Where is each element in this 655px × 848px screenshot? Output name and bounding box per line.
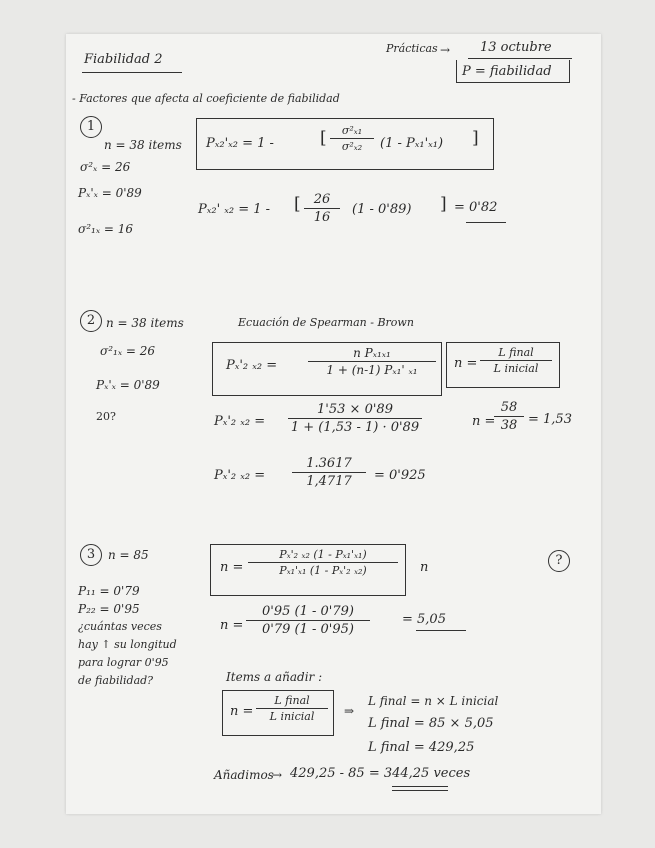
ex3-question-line: hay ↑ su longitud <box>78 638 177 651</box>
ex2-n-numerator: L final <box>480 346 552 361</box>
ex3-question-line: ¿cuántas veces <box>78 620 162 633</box>
ex3-calc-lhs: n = <box>220 618 244 633</box>
ex2-question: 20? <box>96 410 116 423</box>
ex1-variance-1x: σ²₁ₓ = 16 <box>78 222 134 236</box>
ex1-formula-numerator: σ²ₓ₁ <box>330 124 374 139</box>
ex1-result-underline <box>466 222 506 223</box>
ex1-variance-x: σ²ₓ = 26 <box>80 160 131 174</box>
ex3-line: L final = 429,25 <box>368 740 475 755</box>
ex3-p22: P₂₂ = 0'95 <box>78 602 140 616</box>
arrow-right-icon: → <box>440 43 451 57</box>
ex2-n-calc-fraction <box>494 400 524 433</box>
ex3-formula-numerator: Pₓ'₂ ₓ₂ (1 - Pₓ₁'ₓ₁) <box>248 548 398 563</box>
ex3-question-line: de fiabilidad? <box>78 674 154 687</box>
exercise-1-number: 1 <box>80 116 102 138</box>
date-text: 13 octubre <box>480 40 552 55</box>
ex2-calc1-lhs: Pₓ'₂ ₓ₂ = <box>214 414 266 429</box>
ex1-reliability: Pₓ'ₓ = 0'89 <box>78 186 142 200</box>
ex2-method-title: Ecuación de Spearman - Brown <box>238 316 414 329</box>
ex2-variance-x: σ²₁ₓ = 26 <box>100 344 156 358</box>
right-bracket: ] <box>440 194 447 214</box>
ex1-calc-fraction <box>304 192 340 225</box>
ex3-calc-numerator: 0'95 (1 - 0'79) <box>246 604 370 621</box>
arrow-right-icon: → <box>272 768 283 782</box>
ex2-formula-fraction <box>308 346 436 377</box>
ex1-formula-lhs: Pₓ₂'ₓ₂ = 1 - <box>206 136 274 151</box>
right-bracket: ] <box>472 128 479 148</box>
ex2-n-calc-lhs: n = <box>472 414 496 429</box>
ex3-question-mark: ? <box>548 550 570 572</box>
ex2-n-denominator: L inicial <box>493 362 539 375</box>
ex2-formula-denominator: 1 + (n-1) Pₓ₁' ₓ₁ <box>326 363 418 377</box>
left-bracket: [ <box>320 128 327 148</box>
title-underline <box>82 72 182 73</box>
ex3-formula-fraction <box>248 548 398 577</box>
ex3-final-calc: 429,25 - 85 = 344,25 veces <box>290 766 471 781</box>
ex2-calc1-fraction <box>288 402 422 435</box>
ex3-items-label: Items a añadir : <box>226 670 323 684</box>
ex2-calc2-lhs: Pₓ'₂ ₓ₂ = <box>214 468 266 483</box>
ex3-box-lhs: n = <box>230 704 254 719</box>
exercise-2-number: 2 <box>80 310 102 332</box>
ex1-calc-tail: (1 - 0'89) <box>352 202 412 217</box>
ex2-calc2-result: = 0'925 <box>374 468 426 483</box>
ex2-calc1-denominator: 1 + (1,53 - 1) · 0'89 <box>290 420 420 435</box>
ex2-calc1-numerator: 1'53 × 0'89 <box>288 402 422 419</box>
ex1-formula-fraction <box>330 124 374 153</box>
ex2-calc2-denominator: 1,4717 <box>306 474 352 489</box>
ex1-formula-tail: (1 - Pₓ₁'ₓ₁) <box>380 136 444 151</box>
ex3-box-fraction <box>256 694 328 723</box>
ex1-n-value: n = 38 items <box>104 138 182 152</box>
ex3-calc-fraction <box>246 604 370 637</box>
ex1-formula-denominator: σ²ₓ₂ <box>341 140 363 153</box>
ex1-calc-lhs: Pₓ₂' ₓ₂ = 1 - <box>198 202 271 217</box>
exercise-3-number: 3 <box>80 544 102 566</box>
ex3-box-numerator: L final <box>256 694 328 709</box>
topic-heading: - Factores que afecta al coeficiente de fiabilidad <box>72 92 340 105</box>
practicas-label: Prácticas <box>386 42 438 55</box>
ex2-calc2-fraction <box>292 456 366 489</box>
ex3-n-value: n = 85 <box>108 548 149 562</box>
ex3-final-label: Añadimos <box>214 768 274 782</box>
ex3-question-line: para lograr 0'95 <box>78 656 169 669</box>
ex3-line: L final = n × L inicial <box>368 694 499 708</box>
ex3-formula-denominator: Pₓ₁'ₓ₁ (1 - Pₓ'₂ ₓ₂) <box>279 564 367 577</box>
ex3-box-denominator: L inicial <box>269 710 315 723</box>
ex3-p11: P₁₁ = 0'79 <box>78 584 140 598</box>
ex2-formula-numerator: n Pₓ₁ₓ₁ <box>308 346 436 362</box>
ex2-calc2-numerator: 1.3617 <box>292 456 366 473</box>
ex3-final-underline <box>392 790 448 791</box>
ex3-calc-denominator: 0'79 (1 - 0'95) <box>262 622 354 637</box>
page-title: Fiabilidad 2 <box>84 52 163 67</box>
ex3-result-underline <box>416 630 466 631</box>
ex3-final-underline <box>392 786 448 787</box>
arrow-right-icon: ⇒ <box>344 704 355 718</box>
definition-text: P = fiabilidad <box>462 64 552 79</box>
ex1-calc-denominator: 16 <box>313 210 331 225</box>
ex2-n-calc-numerator: 58 <box>494 400 524 417</box>
ex3-line: L final = 85 × 5,05 <box>368 716 494 731</box>
ex1-calc-numerator: 26 <box>304 192 340 209</box>
ex1-result: = 0'82 <box>454 200 498 215</box>
ex2-n-calc-result: = 1,53 <box>528 412 572 427</box>
ex2-n-fraction <box>480 346 552 375</box>
ex3-formula-tail: n <box>420 560 429 575</box>
ex2-n-lhs: n = <box>454 356 478 371</box>
ex3-formula-lhs: n = <box>220 560 244 575</box>
ex2-n-calc-denominator: 38 <box>500 418 518 433</box>
ex2-n-value: n = 38 items <box>106 316 184 330</box>
ex3-calc-result: = 5,05 <box>402 612 446 627</box>
left-bracket: [ <box>294 194 301 214</box>
ex2-reliability: Pₓ'ₓ = 0'89 <box>96 378 160 392</box>
ex2-formula-lhs: Pₓ'₂ ₓ₂ = <box>226 358 278 373</box>
